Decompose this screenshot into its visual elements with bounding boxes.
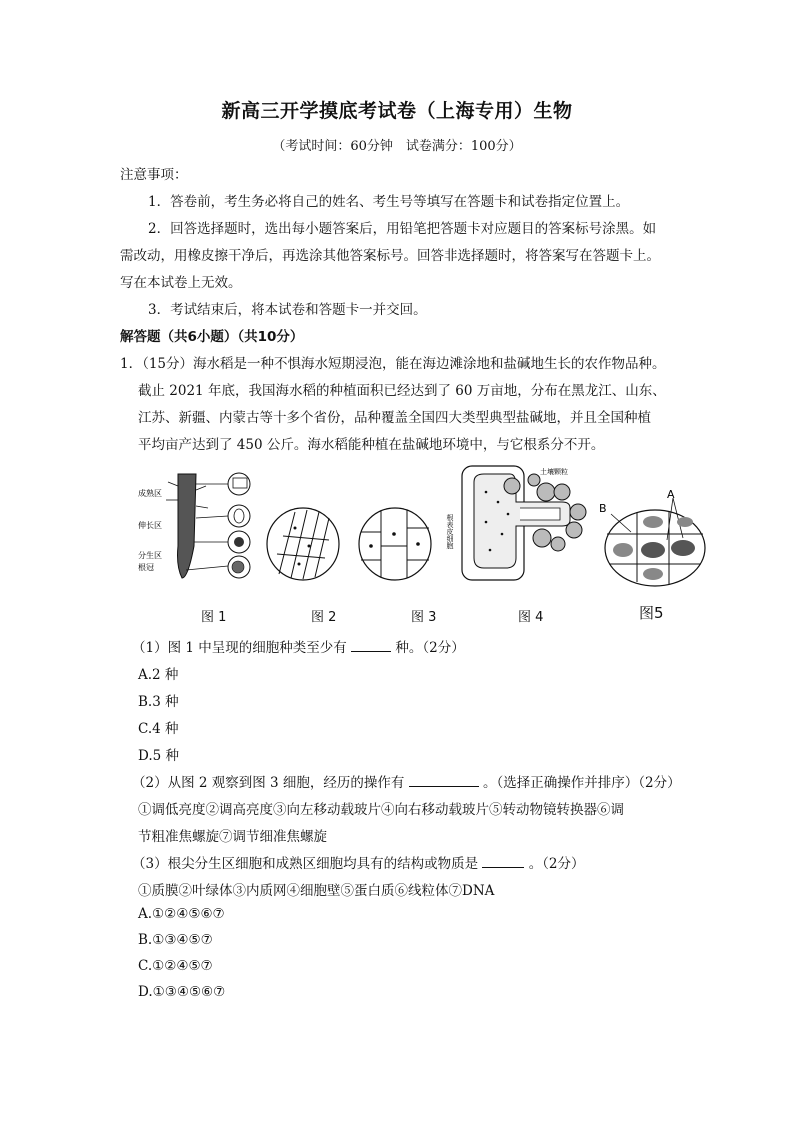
question-text: 1．（15分）海水稻是一种不惧海水短期浸泡，能在海边滩涂地和盐碱地生长的农作物品种。 [120,356,666,372]
sub-question-1-prompt: （1）图 1 中呈现的细胞种类至少有 [132,640,347,656]
question-text: 江苏、新疆、内蒙古等十多个省份，品种覆盖全国四大类型典型盐碱地，并且全国种植 [138,410,651,426]
exam-info: （考试时间：60分钟 试卷满分：100分） [272,139,522,154]
figure-caption: 图 4 [518,610,544,625]
sub-question-2-prompt: （2）从图 2 观察到图 3 细胞，经历的操作有 [132,775,405,791]
zone-label-meristem: 分生区 [138,551,162,560]
answer-blank[interactable] [351,639,391,652]
sub-question-3-suffix: 。（2分） [528,856,585,872]
section-heading: 解答题（共6小题）（共10分） [120,329,304,345]
structure-list: ①质膜②叶绿体③内质网④细胞壁⑤蛋白质⑥线粒体⑦DNA [138,883,495,899]
zone-label-elongation: 伸长区 [138,521,162,530]
figure-caption: 图 1 [201,610,227,625]
root-epidermis-label: 根表皮细胞 [446,514,454,549]
note-item: 2．回答选择题时，选出每小题答案后，用铅笔把答题卡对应题目的答案标号涂黑。如 [148,221,657,237]
question-text: 截止 2021 年底，我国海水稻的种植面积已经达到了 60 万亩地，分布在黑龙江、山东、 [138,383,666,399]
page-title: 新高三开学摸底考试卷（上海专用）生物 [221,100,573,122]
zone-label-rootcap: 根冠 [138,563,154,572]
option-item: A.①②④⑤⑥⑦ [138,906,225,922]
option-item: B.3 种 [138,694,179,710]
option-item: C.4 种 [138,721,179,737]
label-b: B [599,502,607,515]
note-item: 1．答卷前，考生务必将自己的姓名、考生号等填写在答题卡和试卷指定位置上。 [148,194,630,210]
figure-2-cells [265,506,341,582]
notes-heading: 注意事项： [120,167,188,183]
option-item: D.5 种 [138,748,180,764]
sub-question-2 [132,771,681,791]
answer-blank[interactable] [409,774,479,787]
sub-question-1 [132,636,465,656]
note-item: 3．考试结束后，将本试卷和答题卡一并交回。 [148,302,427,318]
figure-caption: 图 3 [411,610,437,625]
question-text: 平均亩产达到了 450 公斤。海水稻能种植在盐碱地环境中，与它根系分不开。 [138,437,605,453]
operations-list: 节粗准焦螺旋⑦调节细准焦螺旋 [138,829,327,845]
sub-question-2-suffix: 。（选择正确操作并排序）（2分） [483,775,681,791]
note-item: 需改动，用橡皮擦干净后，再选涂其他答案标号。回答非选择题时，将答案写在答题卡上。 [120,248,660,264]
answer-blank[interactable] [482,855,524,868]
figure-caption: 图5 [639,604,664,622]
sub-question-3-prompt: （3）根尖分生区细胞和成熟区细胞均具有的结构或物质是 [132,856,479,872]
figure-caption: 图 2 [311,610,337,625]
option-item: A.2 种 [138,667,179,683]
soil-particle-label: 土壤颗粒 [540,468,568,476]
option-item: D.①③④⑤⑥⑦ [138,984,226,1000]
operations-list: ①调低亮度②调高亮度③向左移动载玻片④向右移动载玻片⑤转动物镜转换器⑥调 [138,802,624,818]
figure-4-root-hair [446,462,590,584]
option-item: C.①②④⑤⑦ [138,958,213,974]
label-a: A [667,488,675,501]
figure-3-cells [357,506,433,582]
sub-question-1-suffix: 种。（2分） [395,640,465,656]
figure-1-root-tip [130,466,270,586]
sub-question-3 [132,852,585,872]
note-item: 写在本试卷上无效。 [120,275,242,291]
option-item: B.①③④⑤⑦ [138,932,213,948]
figure-5-cells [597,486,707,588]
zone-label-maturation: 成熟区 [138,489,162,498]
